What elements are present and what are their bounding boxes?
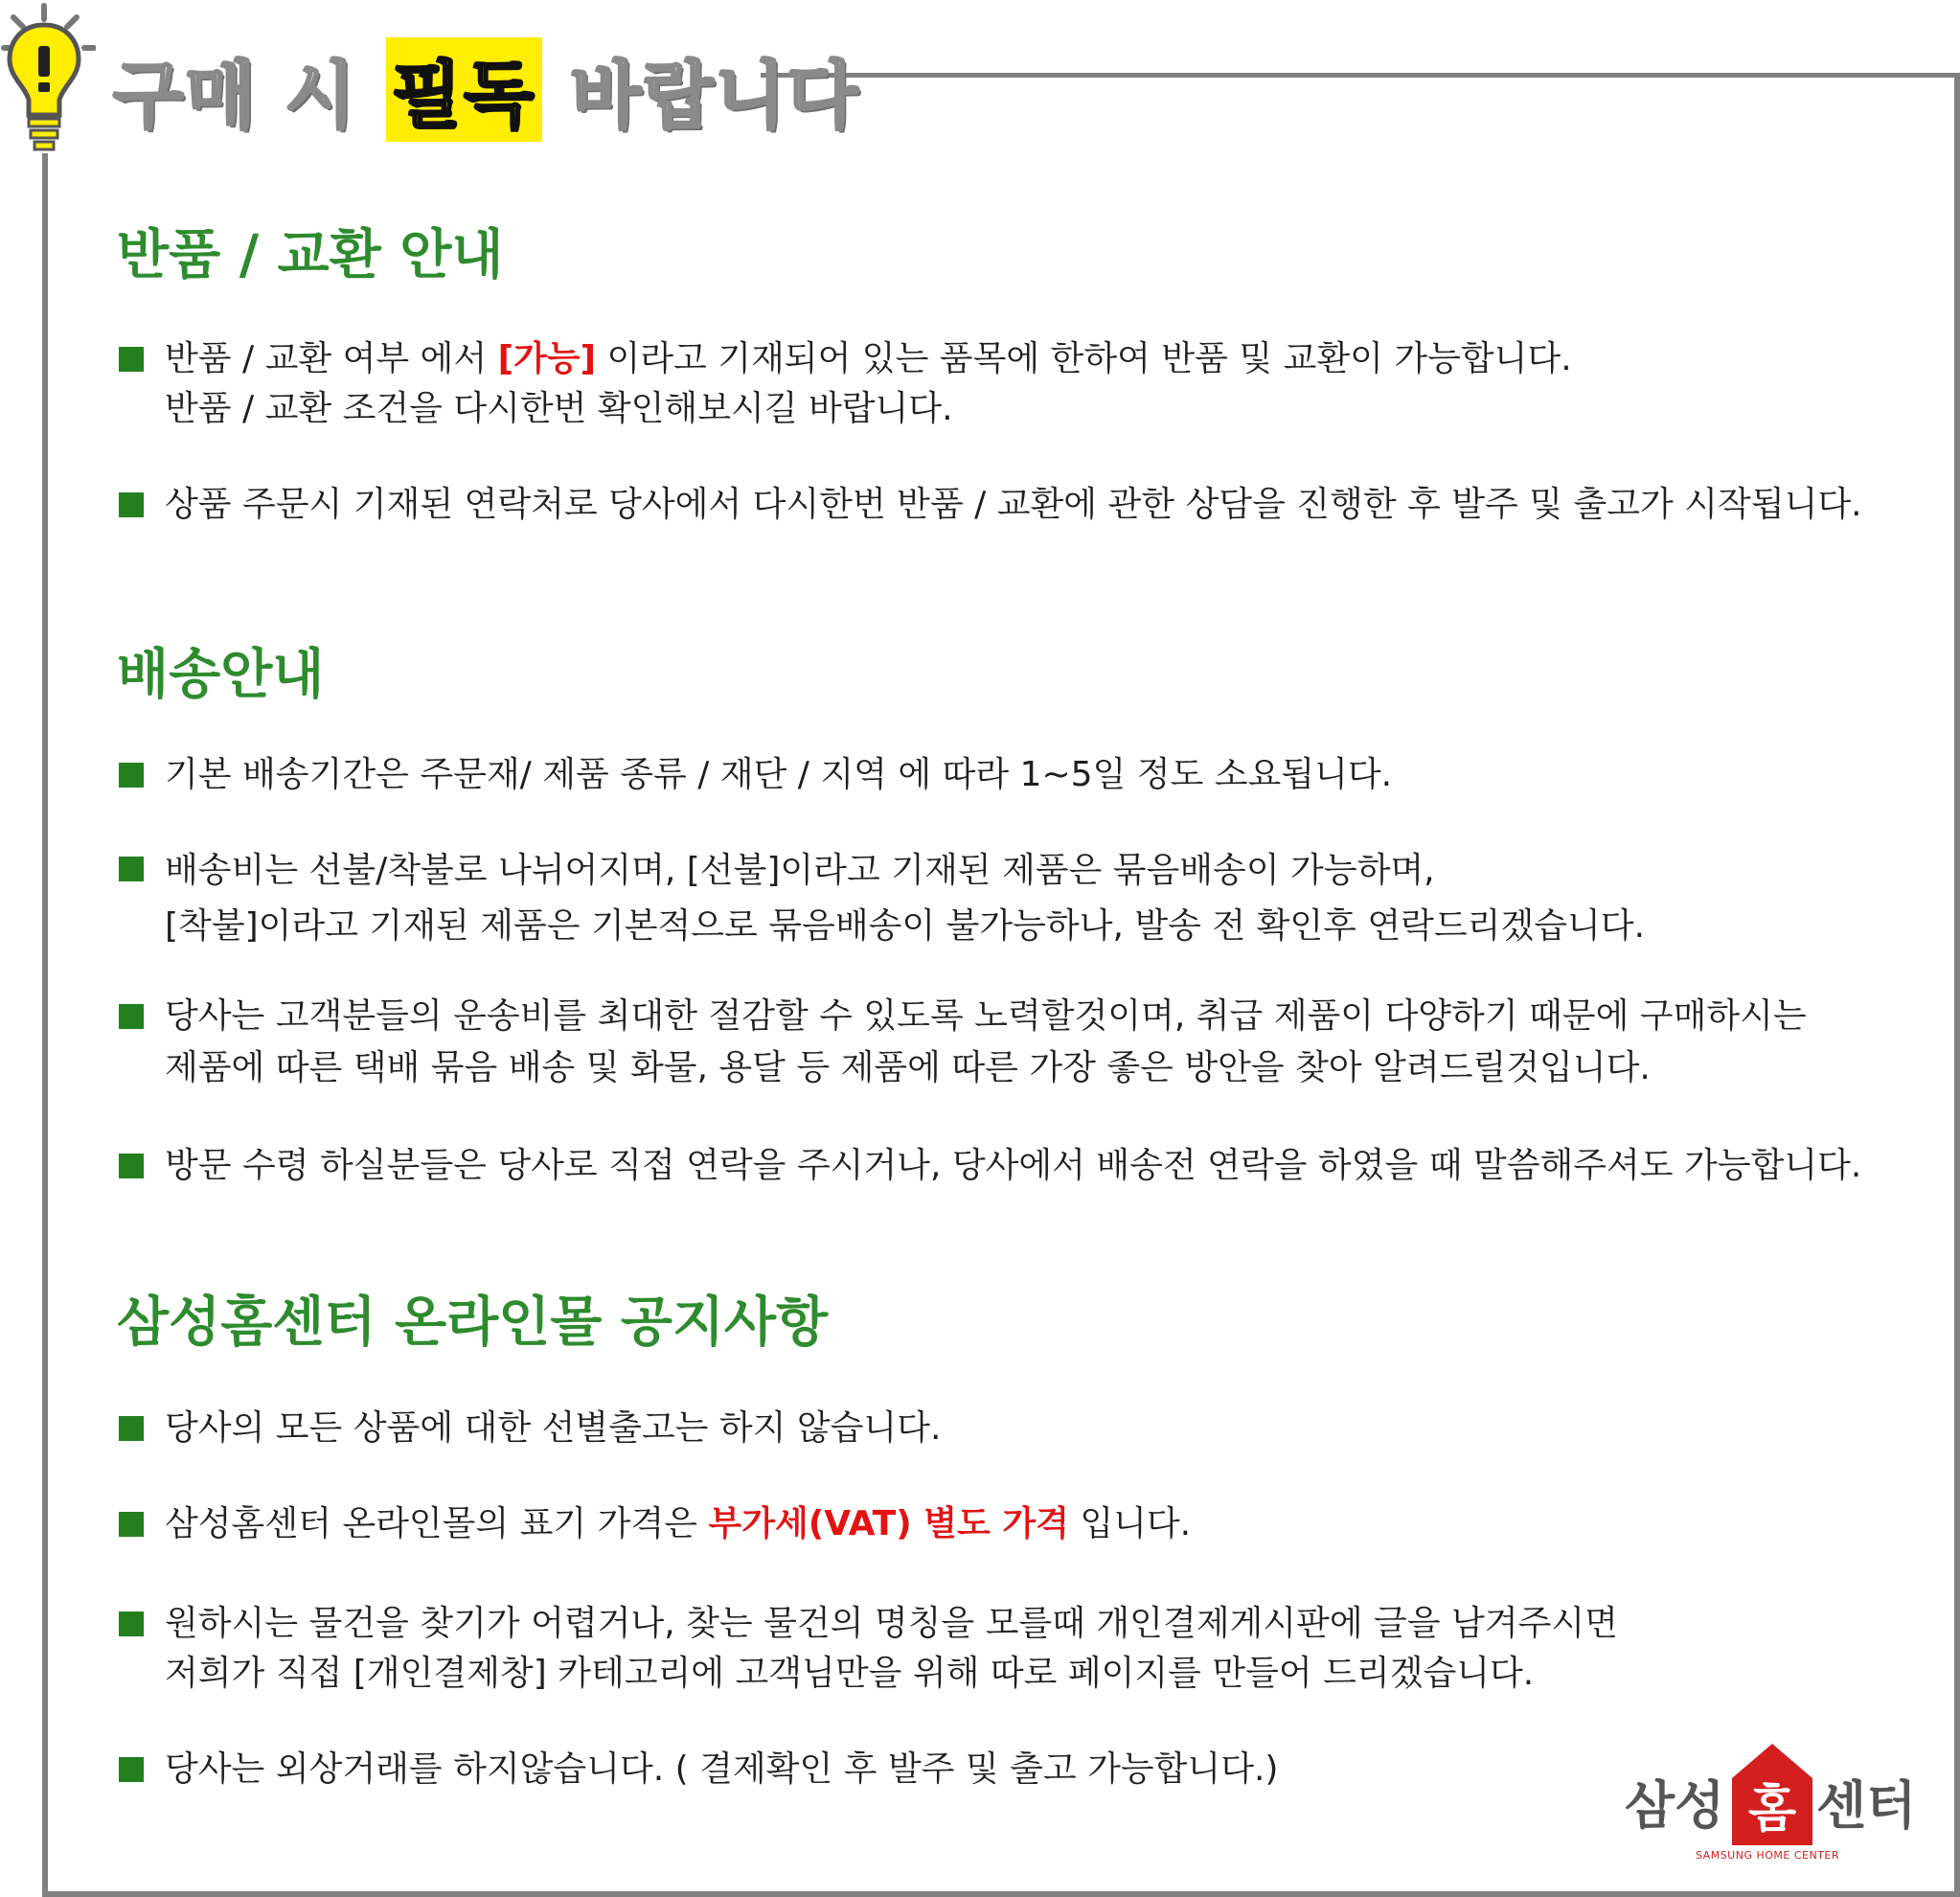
bullet-marker: [119, 857, 144, 881]
notice-item-4-line-1: 당사는 외상거래를 하지않습니다. ( 결제확인 후 발주 및 출고 가능합니다.): [165, 1749, 1279, 1789]
section-title-notice: 삼성홈센터 온라인몰 공지사항: [117, 1291, 829, 1354]
notice-item-1-line-1: 당사의 모든 상품에 대한 선별출고는 하지 않습니다.: [165, 1408, 942, 1448]
returns-item-1-line-2: 반품 / 교환 조건을 다시한번 확인해보시길 바랍니다.: [165, 389, 953, 428]
shipping-item-4-line-1: 방문 수령 하실분들은 당사로 직접 연락을 주시거나, 당사에서 배송전 연락을 하였을 때 말씀해주셔도 가능합니다.: [165, 1146, 1862, 1185]
header-title: [113, 46, 860, 138]
highlight-available: [가능]: [497, 339, 597, 378]
text-segment: 반품 / 교환 여부 에서: [165, 339, 498, 378]
bullet-marker: [119, 1611, 144, 1636]
text-segment: 이라고 기재되어 있는 품목에 한하여 반품 및 교환이 가능합니다.: [596, 339, 1572, 378]
frame-right-border: [1954, 73, 1960, 1897]
shipping-item-1-line-1: 기본 배송기간은 주문재/ 제품 종류 / 재단 / 지역 에 따라 1~5일 정도 소요됩니다.: [165, 755, 1393, 794]
returns-item-1-line-1: [165, 333, 1572, 385]
notice-item-2-line-1: [165, 1498, 1191, 1550]
bullet-marker: [119, 1154, 144, 1178]
bullet-marker: [119, 347, 144, 372]
logo-house-text: 홈: [1747, 1781, 1797, 1839]
bullet-marker: [119, 492, 144, 517]
notice-item-3-line-1: 원하시는 물건을 찾기가 어렵거나, 찾는 물건의 명칭을 모를때 개인결제게시판에 글을 남겨주시면: [165, 1604, 1618, 1643]
frame-bottom-border: [42, 1891, 1960, 1897]
bullet-marker: [119, 1512, 144, 1537]
section-title-shipping: 배송안내: [117, 644, 325, 706]
text-segment: 입니다.: [1068, 1504, 1192, 1543]
lightbulb-icon: [0, 0, 96, 163]
section-title-returns: 반품 / 교환 안내: [117, 224, 504, 286]
frame-left-border: [42, 153, 48, 1897]
house-icon: [1730, 1742, 1814, 1847]
logo-text-left: 삼성: [1625, 1775, 1725, 1836]
logo-text-right: 센터: [1816, 1775, 1917, 1836]
bullet-marker: [119, 763, 144, 788]
text-segment: 삼성홈센터 온라인몰의 표기 가격은: [165, 1504, 709, 1543]
logo-subtitle: SAMSUNG HOME CENTER: [1696, 1849, 1840, 1862]
frame-top-border: [761, 73, 1960, 78]
bullet-marker: [119, 1757, 144, 1782]
header-title-highlight: 필독: [386, 37, 542, 142]
returns-item-2-line-1: 상품 주문시 기재된 연락처로 당사에서 다시한번 반품 / 교환에 관한 상담을 진행한 후 발주 및 출고가 시작됩니다.: [165, 485, 1862, 524]
notice-item-3-line-2: 저희가 직접 [개인결제창] 카테고리에 고객님만을 위해 따로 페이지를 만들어 드리겠습니다.: [165, 1654, 1535, 1693]
shipping-item-3-line-2: 제품에 따른 택배 묶음 배송 및 화물, 용달 등 제품에 따른 가장 좋은 방안을 찾아 알려드릴것입니다.: [165, 1048, 1651, 1087]
shipping-item-2-line-2: [착불]이라고 기재된 제품은 기본적으로 묶음배송이 불가능하나, 발송 전 확인후 연락드리겠습니다.: [165, 906, 1646, 946]
shipping-item-2-line-1: 배송비는 선불/착불로 나뉘어지며, [선불]이라고 기재된 제품은 묶음배송이 가능하며,: [165, 851, 1435, 890]
shipping-item-3-line-1: 당사는 고객분들의 운송비를 최대한 절감할 수 있도록 노력할것이며, 취급 제품이 다양하기 때문에 구매하시는: [165, 996, 1807, 1036]
bullet-marker: [119, 1004, 144, 1029]
bullet-marker: [119, 1416, 144, 1441]
header-title-part2: 바랍니다: [570, 52, 860, 138]
header-title-part1: 구매 시: [113, 52, 357, 138]
samsung-home-center-logo: [1625, 1742, 1917, 1866]
highlight-vat-excluded: 부가세(VAT) 별도 가격: [708, 1504, 1069, 1543]
